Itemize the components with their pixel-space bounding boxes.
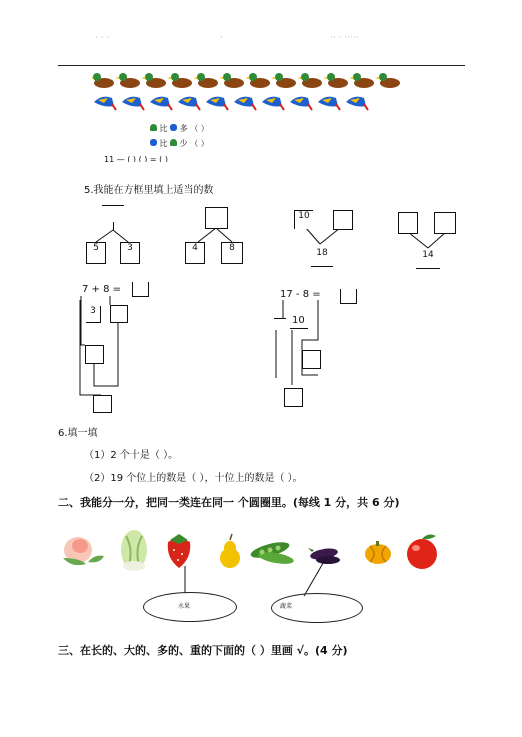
eq2-result-box[interactable] — [284, 388, 303, 407]
vegetable-oval-label: 蔬菜 — [280, 603, 293, 610]
tree3-bottom-box: 18 — [311, 248, 333, 267]
compare-more-prefix: 比 — [159, 124, 168, 133]
duck-icon — [219, 73, 244, 88]
parrot-icon — [262, 97, 284, 110]
tree4-left-box[interactable] — [398, 212, 418, 234]
produce-images — [58, 528, 448, 574]
parrot-icon — [150, 97, 172, 110]
header-right: ·· · ····· — [330, 33, 359, 43]
duck-icon — [297, 73, 322, 88]
duck-icon — [271, 73, 296, 88]
tree4-bottom-box: 14 — [416, 250, 440, 269]
duck-icon — [141, 73, 166, 88]
duck-icon — [170, 139, 177, 146]
animal-rows — [92, 72, 402, 112]
sec3-title: 三、在长的、大的、多的、重的下面的（ ）里画 √。(4 分) — [58, 644, 348, 657]
tree2-top-box[interactable] — [205, 207, 228, 229]
q6-item1: （1）2 个十是（ ）。 — [84, 450, 179, 461]
compare-more-row — [150, 123, 209, 134]
tree2-left-box[interactable]: 4 — [185, 242, 205, 264]
q5-title: 5.我能在方框里填上适当的数 — [84, 185, 214, 196]
tree1-top-blank[interactable] — [102, 206, 124, 207]
sec2-title: 二、我能分一分，把同一类连在同一 个圆圈里。(每线 1 分，共 6 分) — [58, 496, 400, 509]
eq1-step-box[interactable] — [85, 345, 104, 364]
eggplant-icon[interactable] — [308, 547, 340, 564]
eq1-answer-box[interactable] — [132, 282, 149, 297]
parrot-icon — [346, 97, 368, 110]
duck-icon — [193, 73, 218, 88]
compare-less-blank: （ ） — [190, 139, 209, 148]
duck-icon — [115, 73, 140, 88]
red-fruit-icon[interactable] — [168, 534, 191, 568]
eq1-split-box[interactable] — [110, 305, 128, 323]
cabbage-icon[interactable] — [121, 530, 147, 571]
parrot-icon — [170, 124, 177, 131]
eq2-split-blank — [274, 318, 286, 319]
tree1-right-box[interactable]: 3 — [120, 242, 140, 264]
duck-icon — [167, 73, 192, 88]
duck-icon — [245, 73, 270, 88]
peas-icon[interactable] — [249, 539, 294, 566]
pumpkin-icon[interactable] — [365, 541, 391, 564]
tree2-right-box[interactable]: 8 — [221, 242, 243, 264]
duck-icon — [375, 73, 400, 88]
eq1-result-box[interactable] — [93, 395, 112, 413]
header-mid: · — [220, 33, 223, 43]
parrot-icon — [290, 97, 312, 110]
produce-row — [58, 528, 448, 574]
compare-less-row — [150, 138, 209, 149]
tree1-stem — [113, 222, 114, 230]
eq2-split-underline — [290, 328, 308, 329]
eq1-text: 7 + 8 = — [82, 284, 122, 295]
compare-less-word: 少 — [179, 139, 188, 148]
parrot-icon — [178, 97, 200, 110]
parrot-icon — [122, 97, 144, 110]
compare-less-prefix: 比 — [159, 139, 168, 148]
duck-icon — [323, 73, 348, 88]
fruit-oval-label: 水果 — [178, 603, 191, 610]
duck-icon — [349, 73, 374, 88]
compare-equation-row: 11 — ( ) ( ) = ( ) — [104, 155, 168, 162]
eq2-split-10: 10 — [292, 315, 305, 326]
duck-parrot-rows-icon — [92, 72, 402, 112]
parrot-icon — [234, 97, 256, 110]
header-left: · · · — [95, 33, 110, 43]
tree3-top-box: 10 — [294, 210, 313, 229]
eq2-answer-box[interactable] — [340, 289, 357, 304]
parrot-icon — [206, 97, 228, 110]
peach-icon[interactable] — [63, 537, 104, 565]
parrot-icon — [150, 139, 157, 146]
compare-more-word: 多 — [179, 124, 188, 133]
compare-more-blank: （ ） — [190, 124, 209, 133]
tree3-right-box[interactable] — [333, 210, 353, 230]
q6-title: 6.填一填 — [58, 428, 98, 439]
tree4-right-box[interactable] — [434, 212, 456, 234]
pear-icon[interactable] — [220, 534, 240, 568]
duck-icon — [92, 73, 114, 88]
apple-icon[interactable] — [407, 535, 437, 569]
parrot-icon — [318, 97, 340, 110]
header-rule — [58, 65, 465, 66]
tree1-left-box[interactable]: 5 — [86, 242, 106, 264]
eq1-split-3: 3 — [86, 306, 101, 323]
eq2-step-box[interactable] — [302, 350, 321, 369]
parrot-icon — [94, 97, 116, 110]
q6-item2: （2）19 个位上的数是（ ），十位上的数是（ ）。 — [84, 473, 303, 484]
duck-icon — [150, 124, 157, 131]
eq2-text: 17 - 8 = — [280, 289, 321, 300]
